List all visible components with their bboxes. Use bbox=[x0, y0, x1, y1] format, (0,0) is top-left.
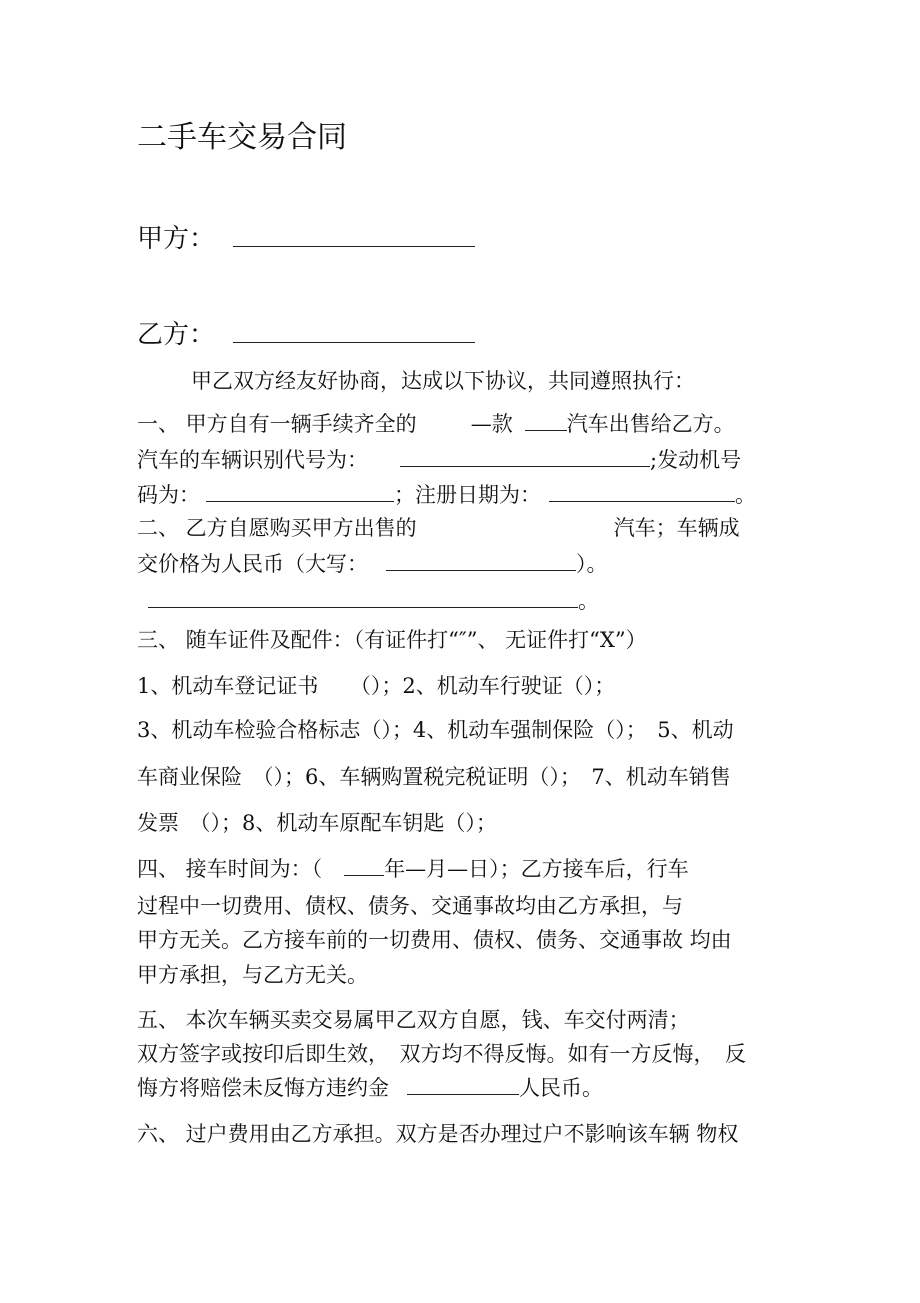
model-blank bbox=[525, 414, 567, 431]
section-4-line-4: 甲方承担，与乙方无关。 bbox=[137, 963, 368, 987]
vin-blank bbox=[400, 450, 650, 467]
section-1-line-2 bbox=[137, 450, 741, 471]
document-title: 二手车交易合同 bbox=[137, 120, 347, 155]
s1-text-f: 码为： bbox=[137, 483, 200, 507]
party-a-line bbox=[137, 226, 475, 252]
section-3-line-5: 发票 （）；8、机动车原配车钥匙（）； bbox=[137, 811, 497, 835]
section-4-line-2: 过程中一切费用、债权、债务、交通事故均由乙方承担，与 bbox=[137, 894, 683, 918]
year-blank bbox=[344, 859, 384, 876]
s2-text-b: 汽车；车辆成 bbox=[613, 516, 740, 540]
party-b-label: 乙方： bbox=[137, 320, 216, 350]
s1-text-c: 汽车出售给乙方。 bbox=[566, 412, 735, 436]
price-number-blank bbox=[148, 591, 578, 608]
engine-number-blank bbox=[206, 485, 394, 502]
s2-text-e: 。 bbox=[578, 589, 599, 613]
section-5-line-1: 五、 本次车辆买卖交易属甲乙双方自愿，钱、车交付两清； bbox=[137, 1008, 690, 1032]
s5-text-b: 人民币。 bbox=[519, 1076, 603, 1100]
section-3-line-2: 1、机动车登记证书 （）；2、机动车行驶证（）； bbox=[137, 674, 616, 698]
section-1-line-1 bbox=[137, 414, 735, 435]
section-3-line-1: 三、 随车证件及配件：（有证件打“″”、 无证件打“X”） bbox=[137, 628, 647, 652]
section-5-line-3 bbox=[137, 1078, 603, 1099]
party-a-blank bbox=[233, 226, 475, 247]
s1-text-b: —款 bbox=[470, 412, 513, 436]
section-4-line-3: 甲方无关。乙方接车前的一切费用、债权、债务、交通事故 均由 bbox=[137, 928, 732, 952]
section-6-line-1: 六、 过户费用由乙方承担。双方是否办理过户不影响该车辆 物权 bbox=[137, 1122, 739, 1146]
section-3-line-4: 车商业保险 （）；6、车辆购置税完税证明（）； 7、机动车销售 bbox=[137, 765, 731, 789]
section-1-line-3 bbox=[137, 485, 756, 506]
price-words-blank bbox=[386, 554, 576, 571]
s4-text-b: 年—月—日）；乙方接车后，行车 bbox=[384, 857, 689, 881]
party-a-label: 甲方： bbox=[137, 224, 216, 254]
s1-text-a: 一、 甲方自有一辆手续齐全的 bbox=[137, 412, 417, 436]
s2-text-c: 交价格为人民币（大写： bbox=[137, 552, 368, 576]
s1-text-g: ；注册日期为： bbox=[394, 483, 541, 507]
section-3-line-3: 3、机动车检验合格标志（）；4、机动车强制保险（）； 5、机动 bbox=[137, 718, 734, 742]
s2-text-a: 二、 乙方自愿购买甲方出售的 bbox=[137, 516, 417, 540]
intro-line: 甲乙双方经友好协商，达成以下协议，共同遵照执行： bbox=[191, 369, 695, 393]
party-b-line bbox=[137, 322, 475, 348]
section-2-line-1 bbox=[137, 518, 740, 539]
registration-date-blank bbox=[549, 485, 735, 502]
s1-text-d: 汽车的车辆识别代号为： bbox=[137, 448, 368, 472]
party-b-blank bbox=[233, 322, 475, 343]
section-5-line-2: 双方签字或按印后即生效， 双方均不得反悔。如有一方反悔， 反 bbox=[137, 1042, 746, 1066]
s5-text-a: 悔方将赔偿未反悔方违约金 bbox=[137, 1076, 389, 1100]
penalty-blank bbox=[407, 1078, 519, 1095]
s4-text-a: 四、 接车时间为：（ bbox=[137, 857, 323, 881]
s1-text-e: ;发动机号 bbox=[650, 448, 742, 472]
section-2-line-3 bbox=[148, 591, 599, 612]
s2-text-d: ）。 bbox=[576, 552, 608, 576]
section-4-line-1 bbox=[137, 859, 689, 880]
s1-text-h: 。 bbox=[735, 483, 756, 507]
section-2-line-2 bbox=[137, 554, 608, 575]
